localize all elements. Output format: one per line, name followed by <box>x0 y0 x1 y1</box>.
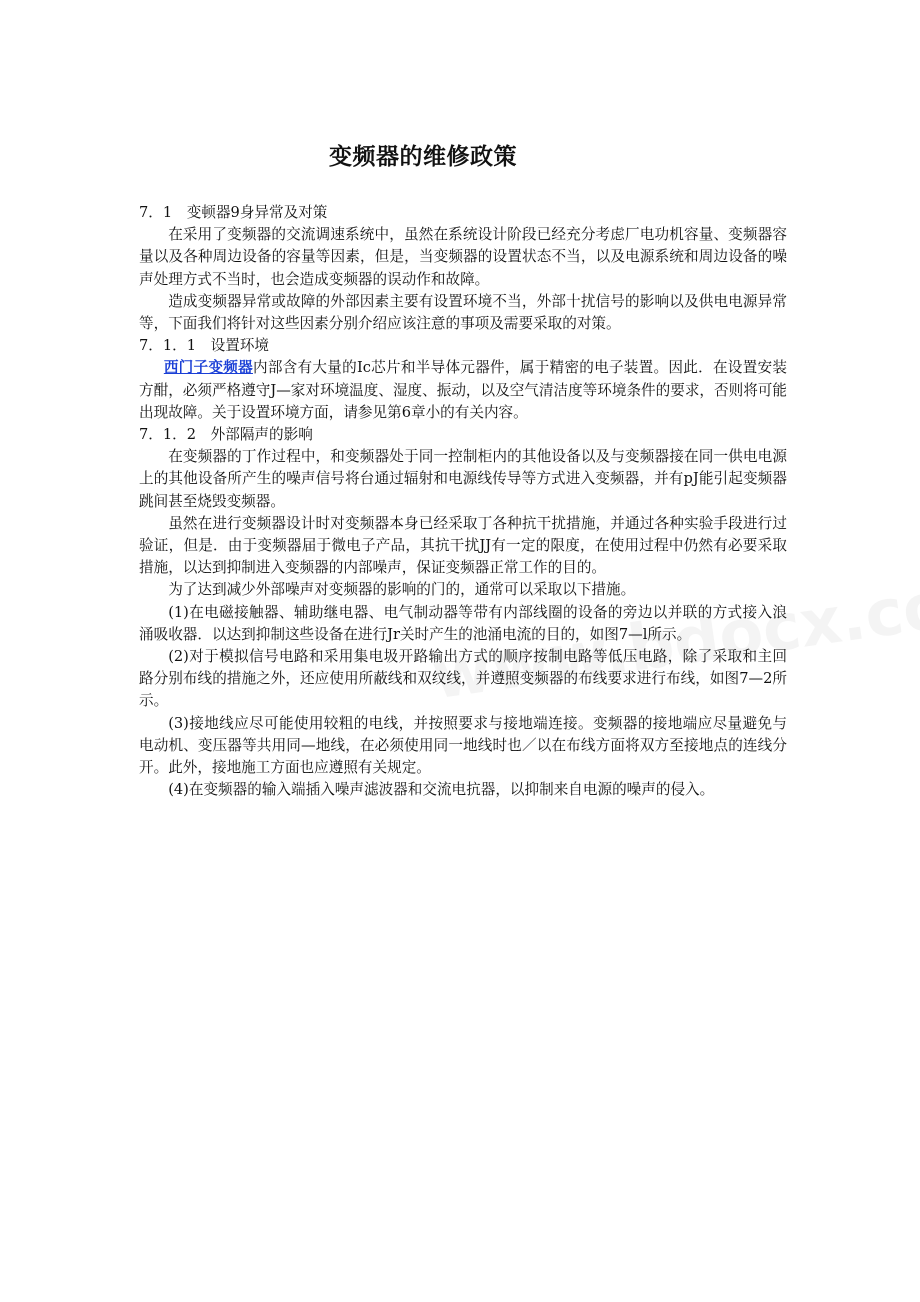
paragraph: 在变频器的丁作过程中，和变频器处于同一控制柜内的其他设备以及与变频器接在同一供电电源上的其他设备所产生的噪声信号将台通过辐射和电源线传导等方式进入变频器，并有pJ能引起变频器跳间甚至烧毁变频器。 <box>139 448 787 510</box>
list-item: (4)在变频器的输入端插入噪声滤波器和交流电抗器，以抑制来自电源的噪声的侵入。 <box>168 781 715 799</box>
paragraph: 为了达到减少外部噪声对变频器的影响的门的，通常可以采取以下措施。 <box>168 581 636 599</box>
section-heading-7-1-1: 7．1．1 设置环境 <box>139 337 270 355</box>
paragraph: 在采用了变频器的交流调速系统中，虽然在系统设计阶段已经充分考虑厂电功机容量、变频器容量以及各种周边设备的容量等因素，但是，当变频器的设置状态不当，以及电源系统和周边设备的噪声处理方式不当时，也会造成变频器的误动作和故障。 <box>139 226 787 288</box>
document-title: 变频器的维修政策 <box>329 144 517 170</box>
list-item: (3)接地线应尽可能使用较粗的电线，并按照要求与接地端连接。变频器的接地端应尽量避免与电动机、变压器等共用同—地线，在必须使用同一地线时也／以在布线方面将双方至接地点的连线分开。此外，接地施工方面也应遵照有关规定。 <box>139 714 787 777</box>
paragraph-with-link <box>139 357 787 424</box>
siemens-inverter-link[interactable]: 西门子变频器 <box>163 359 253 377</box>
list-item: (2)对于模拟信号电路和采用集电圾开路输出方式的顺序按制电路等低压电路，除了采取和主回路分别布线的措施之外，还应使用所蔽线和双纹线，并遵照变频器的布线要求进行布线，如图7—2所示。 <box>139 648 787 710</box>
paragraph-text: 内部含有大量的Ic芯片和半导体元器件，属于精密的电子装置。因此．在设置安装方酣，必须严格遵守J—家对环境温度、湿度、振动，以及空气清洁度等环境条件的要求，否则将可能出现故障。关于设置环境方面，请参见第6章小的有关内容。 <box>139 359 787 421</box>
document-body <box>139 202 787 801</box>
paragraph: 造成变频器异常或故障的外部因素主要有设置环境不当，外部十扰信号的影响以及供电电源异常等，下面我们将针对这些因素分别介绍应该注意的事项及需要采取的对策。 <box>139 292 787 333</box>
list-item: (1)在电磁接触器、辅助继电器、电气制动器等带有内部线圈的设备的旁边以并联的方式接入浪涌吸收器．以达到抑制这些设备在进行Jr关时产生的池涌电流的目的，如图7—l所示。 <box>139 603 787 643</box>
section-heading-7-1: 7．1 变顿器9身异常及对策 <box>139 204 328 221</box>
paragraph: 虽然在进行变频器设计时对变频器本身已经采取丁各种抗干扰措施，并通过各种实验手段进行过验证，但是．由于变频器届于微电子产品，其抗干扰JJ有一定的限度，在使用过程中仍然有必要采取措施，以达到抑制进入变频器的内部噪声，保证变频器正常工作的目的。 <box>139 514 787 577</box>
section-heading-7-1-2: 7．1．2 外部隔声的影响 <box>139 426 313 444</box>
